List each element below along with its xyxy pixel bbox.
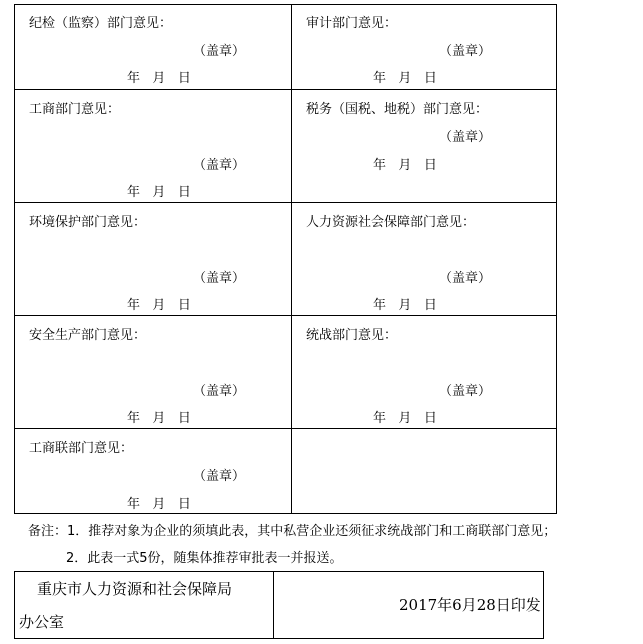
date-line: 年 月 日 [373,411,437,426]
date-line: 年 月 日 [127,411,191,426]
issue-date: 2017年6月28日印发 [399,596,541,614]
issuing-office-line-1: 重庆市人力资源和社会保障局 [37,580,233,598]
issuing-footer [14,571,544,639]
stamp-label: （盖章） [193,158,246,173]
cell-industry-commerce [15,90,291,202]
note-line-2: 2．此表一式5份，随集体推荐审批表一并报送。 [66,551,343,566]
footer-divider [273,572,274,638]
date-line: 年 月 日 [127,71,191,86]
note-line-1: 备注：1．推荐对象为企业的须填此表，其中私营企业还须征求统战部门和工商联部门意见； [28,524,557,539]
date-line: 年 月 日 [127,185,191,200]
stamp-label: （盖章） [439,44,492,59]
stamp-label: （盖章） [193,384,246,399]
cell-human-resources [292,203,556,315]
date-line: 年 月 日 [127,497,191,512]
cell-title: 环境保护部门意见： [29,215,147,230]
issuing-office-line-2: 办公室 [19,613,65,631]
cell-environmental-protection [15,203,291,315]
cell-audit [292,5,556,89]
cell-title: 纪检（监察）部门意见： [29,16,173,31]
date-line: 年 月 日 [127,298,191,313]
cell-title: 安全生产部门意见： [29,328,147,343]
stamp-label: （盖章） [439,384,492,399]
date-line: 年 月 日 [373,298,437,313]
cell-title: 审计部门意见： [306,16,398,31]
stamp-label: （盖章） [193,271,246,286]
cell-title: 税务（国税、地税）部门意见： [306,102,489,117]
date-line: 年 月 日 [373,71,437,86]
cell-discipline-inspection [15,5,291,89]
stamp-label: （盖章） [193,469,246,484]
cell-taxation [292,90,556,202]
cell-federation-industry-commerce [15,429,291,513]
stamp-label: （盖章） [439,271,492,286]
cell-title: 人力资源社会保障部门意见： [306,215,476,230]
cell-title: 工商联部门意见： [29,441,134,456]
cell-empty [292,429,556,513]
cell-united-front [292,316,556,428]
stamp-label: （盖章） [439,130,492,145]
stamp-label: （盖章） [193,44,246,59]
date-line: 年 月 日 [373,158,437,173]
cell-work-safety [15,316,291,428]
cell-title: 统战部门意见： [306,328,398,343]
opinion-table [14,4,557,514]
cell-title: 工商部门意见： [29,102,121,117]
